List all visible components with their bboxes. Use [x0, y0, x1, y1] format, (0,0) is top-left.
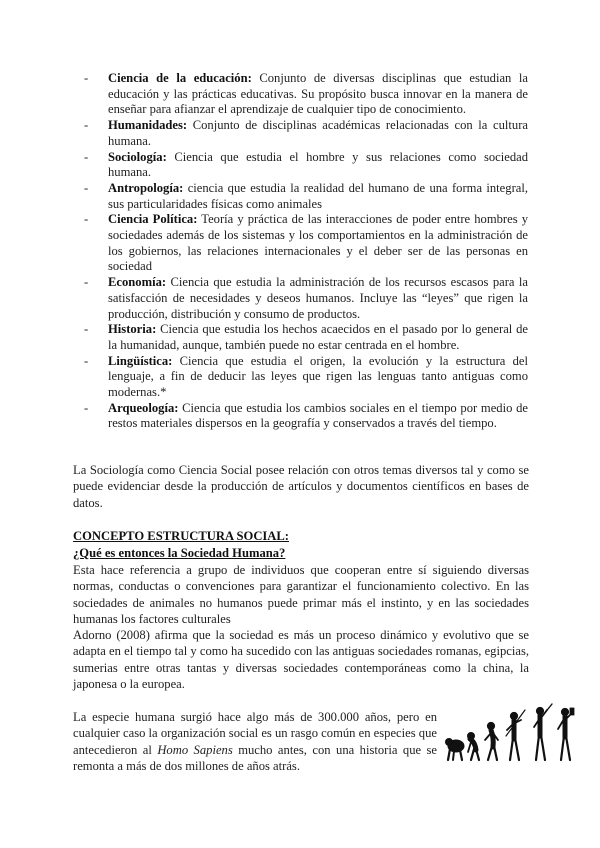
definition-term: Ciencia de la educación:: [108, 71, 252, 85]
modern-human-figure-icon: [558, 708, 574, 760]
homo-habilis-figure-icon: [485, 722, 498, 760]
definition-term: Ciencia Política:: [108, 212, 198, 227]
homo-sapiens-figure-icon: [534, 704, 552, 760]
ape-figure-icon: [446, 739, 465, 761]
definition-item: [82, 322, 528, 353]
sociology-paragraph: La Sociología como Ciencia Social posee relación con otros temas diversos tal y como se puede evidenciar desde la producción de artículos y documentos científicos en bases de datos.: [73, 463, 529, 510]
definition-item: [82, 150, 528, 181]
definition-item: [82, 181, 528, 212]
definition-item: [82, 401, 528, 432]
bullet-dash: -: [84, 322, 89, 337]
bullet-dash: -: [84, 212, 89, 227]
bullet-dash: -: [84, 149, 89, 164]
section-subheading: ¿Qué es entonces la Sociedad Humana?: [73, 546, 286, 560]
definition-text: Ciencia que estudia el origen, la evolución y la estructura del lenguaje, a fin de deducir las leyes que rigen las lenguas tanto antiguas como modernas.*: [108, 353, 528, 400]
definition-term: Humanidades:: [108, 118, 188, 133]
definition-term: Lingüística:: [108, 353, 173, 368]
definition-text: Conjunto de disciplinas académicas relacionadas con la cultura humana.: [108, 118, 528, 148]
bullet-dash: -: [84, 400, 89, 415]
human-evolution-illustration: [444, 702, 582, 764]
definition-item: [82, 354, 528, 401]
definition-text: ciencia que estudia la realidad del humano de una forma integral, sus particularidades físicas como animales: [108, 180, 528, 211]
section-heading: CONCEPTO ESTRUCTURA SOCIAL:: [73, 529, 289, 543]
homo-erectus-figure-icon: [506, 710, 525, 760]
society-definition-paragraph: Esta hace referencia a grupo de individuos que cooperan entre sí siguiendo diversas normas, conductas o convenciones para garantizar el funcionamiento colectivo. En las sociedades de animales no humanos puede primar más el instinto, y en las sociedades humanas los factores culturales: [73, 563, 529, 626]
definition-item: [82, 118, 528, 149]
definition-term: Arqueología:: [108, 400, 179, 415]
definition-text: Ciencia que estudia los cambios sociales en el tiempo por medio de restos materiales dispersos en la geografía y conservados a través del tiempo.: [108, 400, 528, 431]
definition-text: Ciencia que estudia los hechos acaecidos en el pasado por lo general de la humanidad, aunque, también puede no estar centrada en el hombre.: [108, 322, 528, 352]
bullet-dash: -: [84, 180, 89, 195]
bullet-dash: -: [84, 275, 89, 290]
species-text-before: La especie humana surgió hace algo más de 300.000 años, pero en cualquier caso la organización social es un rasgo común en especies que antecedieron al: [73, 710, 437, 757]
definition-term: Antropología:: [108, 180, 184, 195]
adorno-paragraph: Adorno (2008) afirma que la sociedad es más un proceso dinámico y evolutivo que se adapta en el tiempo tal y como ha sucedido con las antiguas sociedades romanas, egipcias, sumerias entre otras tantas y diversas sociedades contemporáneas como la china, la japonesa o la europea.: [73, 628, 529, 691]
definition-text: Conjunto de diversas disciplinas que estudian la educación y las prácticas educativas. Su propósito busca innovar en la manera de enseñar para afianzar el aprendizaje de cualquier tipo de conocimiento.: [108, 71, 528, 117]
definition-item: [82, 275, 528, 322]
definition-text: Ciencia que estudia el hombre y sus relaciones como sociedad humana.: [108, 149, 528, 180]
definition-text: Ciencia que estudia la administración de los recursos escasos para la satisfacción de necesidades y deseos humanos. Incluye las “leyes” que rigen la producción, distribución y consumo de productos.: [108, 275, 528, 321]
definitions-list: [82, 71, 528, 432]
species-emphasis: Homo Sapiens: [157, 742, 233, 757]
early-hominid-figure-icon: [468, 733, 480, 761]
definition-text: Teoría y práctica de las interacciones de poder entre hombres y sociedades además de los sistemas y los comportamientos en la administración de los gobiernos, las relaciones internacionales y el deber ser de las personas en sociedad: [108, 212, 528, 274]
species-text-after: mucho antes, con una historia que se remonta a más de dos millones de años atrás.: [73, 742, 438, 773]
definition-item: [82, 212, 528, 275]
definition-item: [82, 71, 528, 118]
definition-term: Sociología:: [108, 149, 167, 164]
bullet-dash: -: [84, 353, 89, 368]
bullet-dash: -: [84, 118, 89, 133]
bullet-dash: -: [84, 71, 89, 85]
species-paragraph: [73, 709, 437, 774]
definition-term: Economía:: [108, 275, 167, 290]
definition-term: Historia:: [108, 322, 157, 337]
